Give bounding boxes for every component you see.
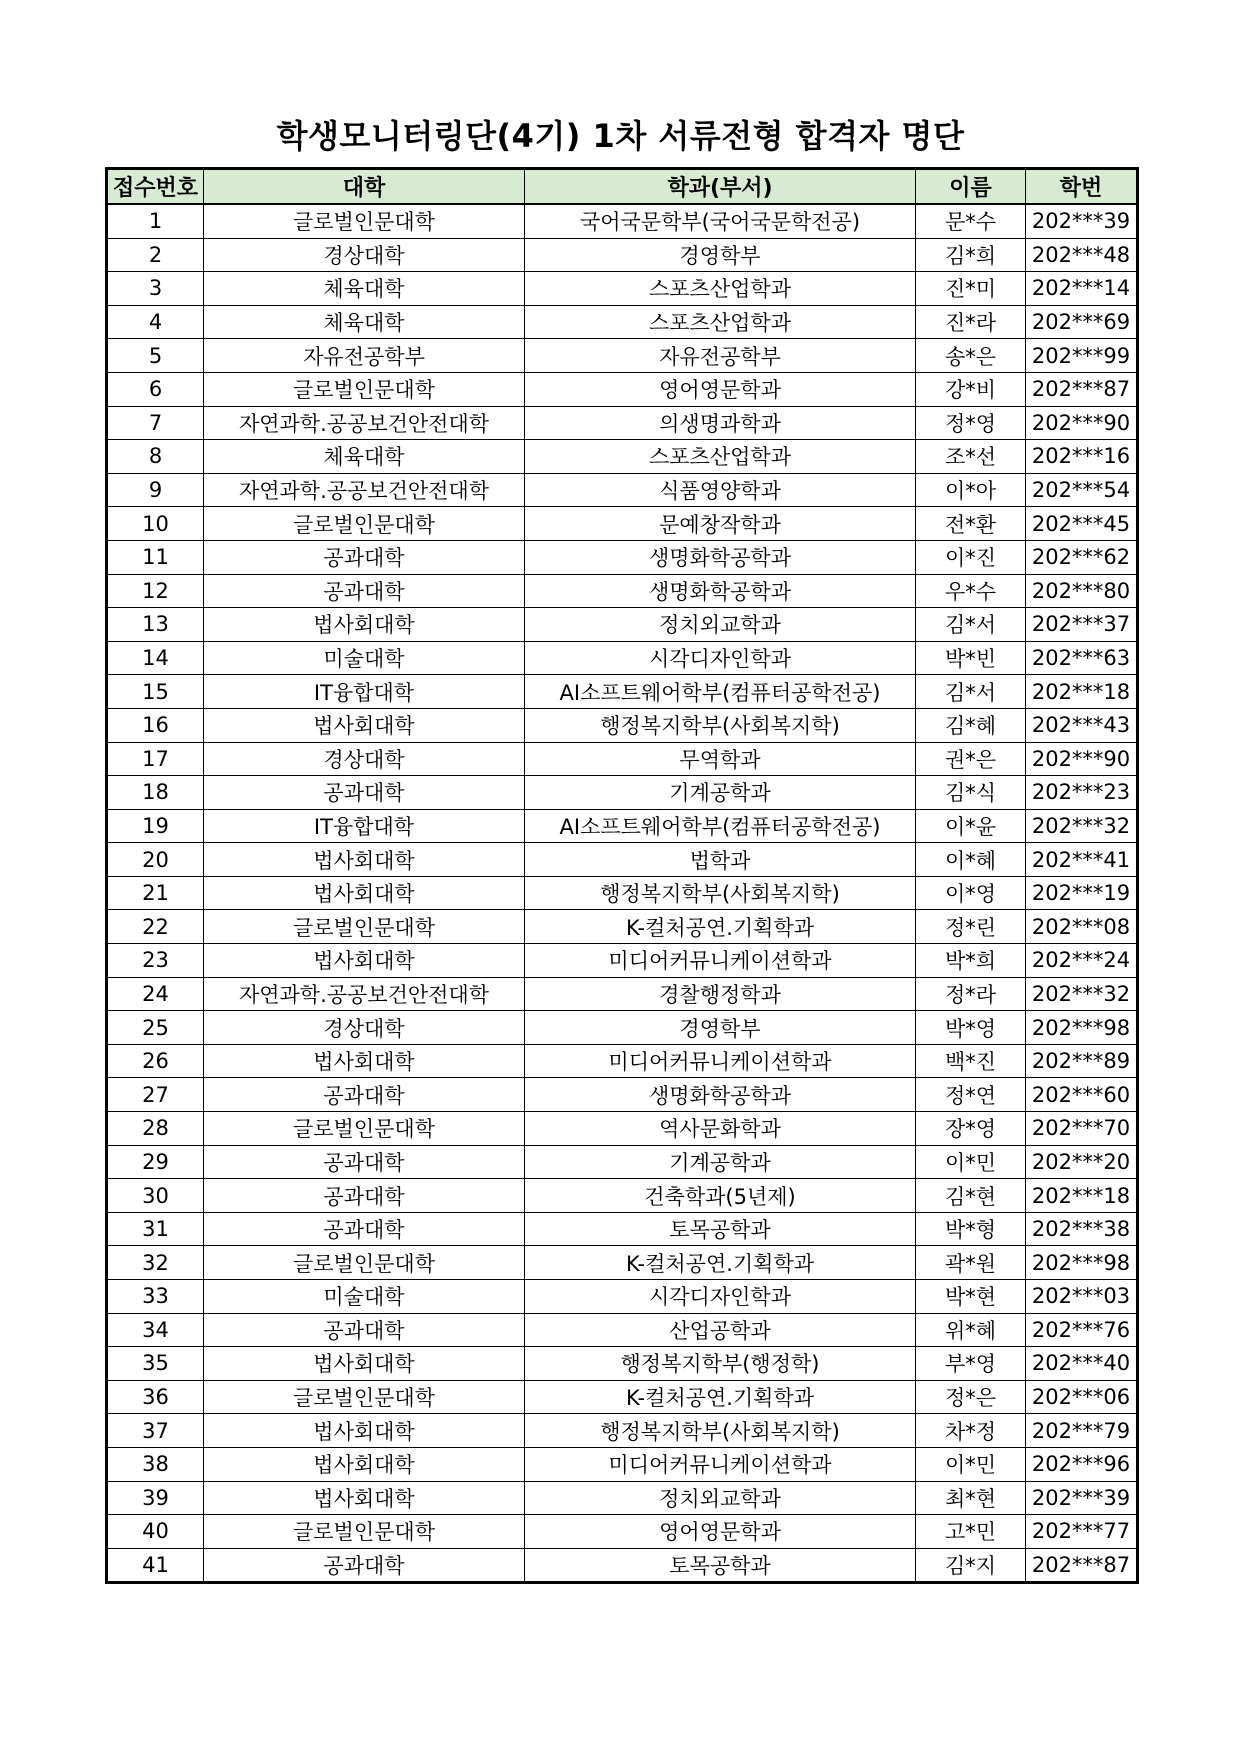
cell-student-id: 202***08 xyxy=(1026,910,1138,944)
cell-application-number: 20 xyxy=(107,843,204,877)
cell-application-number: 12 xyxy=(107,574,204,608)
cell-department: 경영학부 xyxy=(525,1011,916,1045)
table-row xyxy=(107,1548,1138,1583)
cell-department: 역사문화학과 xyxy=(525,1112,916,1146)
cell-department: 생명화학공학과 xyxy=(525,540,916,574)
cell-college: 글로벌인문대학 xyxy=(204,1515,525,1549)
cell-student-id: 202***98 xyxy=(1026,1011,1138,1045)
table-row xyxy=(107,675,1138,709)
cell-name: 곽*원 xyxy=(916,1246,1026,1280)
cell-college: 공과대학 xyxy=(204,1145,525,1179)
cell-application-number: 40 xyxy=(107,1515,204,1549)
cell-name: 장*영 xyxy=(916,1112,1026,1146)
cell-college: 자유전공학부 xyxy=(204,339,525,373)
cell-college: 공과대학 xyxy=(204,1212,525,1246)
cell-student-id: 202***77 xyxy=(1026,1515,1138,1549)
cell-college: 경상대학 xyxy=(204,742,525,776)
cell-college: 글로벌인문대학 xyxy=(204,910,525,944)
table-row xyxy=(107,641,1138,675)
cell-department: 경영학부 xyxy=(525,238,916,272)
table-header-row xyxy=(107,169,1138,205)
cell-student-id: 202***99 xyxy=(1026,339,1138,373)
cell-department: 정치외교학과 xyxy=(525,1481,916,1515)
cell-student-id: 202***60 xyxy=(1026,1078,1138,1112)
cell-name: 정*라 xyxy=(916,977,1026,1011)
cell-department: 스포츠산업학과 xyxy=(525,272,916,306)
cell-application-number: 27 xyxy=(107,1078,204,1112)
cell-application-number: 36 xyxy=(107,1380,204,1414)
table-row xyxy=(107,272,1138,306)
cell-application-number: 24 xyxy=(107,977,204,1011)
cell-application-number: 23 xyxy=(107,944,204,978)
cell-name: 최*현 xyxy=(916,1481,1026,1515)
cell-college: 글로벌인문대학 xyxy=(204,1380,525,1414)
cell-application-number: 21 xyxy=(107,876,204,910)
table-row xyxy=(107,1044,1138,1078)
cell-name: 이*민 xyxy=(916,1145,1026,1179)
cell-student-id: 202***80 xyxy=(1026,574,1138,608)
cell-application-number: 22 xyxy=(107,910,204,944)
table-row xyxy=(107,1212,1138,1246)
cell-college: IT융합대학 xyxy=(204,675,525,709)
cell-department: 행정복지학부(사회복지학) xyxy=(525,1414,916,1448)
cell-student-id: 202***40 xyxy=(1026,1347,1138,1381)
cell-student-id: 202***32 xyxy=(1026,977,1138,1011)
cell-name: 전*환 xyxy=(916,507,1026,541)
table-row xyxy=(107,742,1138,776)
cell-name: 이*진 xyxy=(916,540,1026,574)
cell-college: 경상대학 xyxy=(204,1011,525,1045)
table-row xyxy=(107,977,1138,1011)
page-title: 학생모니터링단(4기) 1차 서류전형 합격자 명단 xyxy=(276,117,965,155)
cell-department: 스포츠산업학과 xyxy=(525,305,916,339)
cell-student-id: 202***03 xyxy=(1026,1280,1138,1314)
cell-department: AI소프트웨어학부(컴퓨터공학전공) xyxy=(525,675,916,709)
cell-application-number: 3 xyxy=(107,272,204,306)
cell-application-number: 14 xyxy=(107,641,204,675)
cell-college: 미술대학 xyxy=(204,1280,525,1314)
cell-department: 생명화학공학과 xyxy=(525,1078,916,1112)
cell-college: 법사회대학 xyxy=(204,1447,525,1481)
cell-application-number: 5 xyxy=(107,339,204,373)
table-row xyxy=(107,204,1138,238)
cell-application-number: 25 xyxy=(107,1011,204,1045)
cell-student-id: 202***39 xyxy=(1026,1481,1138,1515)
cell-department: 법학과 xyxy=(525,843,916,877)
cell-application-number: 10 xyxy=(107,507,204,541)
cell-name: 권*은 xyxy=(916,742,1026,776)
cell-department: 산업공학과 xyxy=(525,1313,916,1347)
cell-department: 국어국문학부(국어국문학전공) xyxy=(525,204,916,238)
cell-department: 행정복지학부(행정학) xyxy=(525,1347,916,1381)
cell-department: 경찰행정학과 xyxy=(525,977,916,1011)
cell-department: 정치외교학과 xyxy=(525,608,916,642)
table-row xyxy=(107,1515,1138,1549)
cell-college: 법사회대학 xyxy=(204,876,525,910)
cell-name: 김*서 xyxy=(916,608,1026,642)
cell-student-id: 202***76 xyxy=(1026,1313,1138,1347)
cell-name: 이*민 xyxy=(916,1447,1026,1481)
table-row xyxy=(107,776,1138,810)
cell-name: 김*지 xyxy=(916,1548,1026,1583)
cell-application-number: 15 xyxy=(107,675,204,709)
cell-department: K-컬처공연.기획학과 xyxy=(525,1246,916,1280)
cell-student-id: 202***39 xyxy=(1026,204,1138,238)
table-row xyxy=(107,1380,1138,1414)
table-row xyxy=(107,574,1138,608)
cell-department: 토목공학과 xyxy=(525,1548,916,1583)
cell-application-number: 41 xyxy=(107,1548,204,1583)
cell-college: 법사회대학 xyxy=(204,843,525,877)
cell-department: K-컬처공연.기획학과 xyxy=(525,910,916,944)
cell-department: 행정복지학부(사회복지학) xyxy=(525,708,916,742)
cell-name: 문*수 xyxy=(916,204,1026,238)
header-application-number: 접수번호 xyxy=(107,169,204,205)
table-row xyxy=(107,944,1138,978)
cell-name: 이*윤 xyxy=(916,809,1026,843)
table-row xyxy=(107,1280,1138,1314)
cell-student-id: 202***96 xyxy=(1026,1447,1138,1481)
cell-application-number: 28 xyxy=(107,1112,204,1146)
cell-college: 자연과학.공공보건안전대학 xyxy=(204,473,525,507)
cell-student-id: 202***87 xyxy=(1026,372,1138,406)
cell-department: 자유전공학부 xyxy=(525,339,916,373)
cell-department: 토목공학과 xyxy=(525,1212,916,1246)
cell-application-number: 31 xyxy=(107,1212,204,1246)
cell-student-id: 202***87 xyxy=(1026,1548,1138,1583)
cell-name: 박*빈 xyxy=(916,641,1026,675)
cell-college: 공과대학 xyxy=(204,1179,525,1213)
cell-name: 이*아 xyxy=(916,473,1026,507)
cell-student-id: 202***38 xyxy=(1026,1212,1138,1246)
cell-application-number: 37 xyxy=(107,1414,204,1448)
table-row xyxy=(107,809,1138,843)
table-row xyxy=(107,1078,1138,1112)
cell-application-number: 33 xyxy=(107,1280,204,1314)
cell-name: 김*식 xyxy=(916,776,1026,810)
cell-name: 조*선 xyxy=(916,440,1026,474)
cell-college: 체육대학 xyxy=(204,440,525,474)
cell-application-number: 19 xyxy=(107,809,204,843)
cell-student-id: 202***19 xyxy=(1026,876,1138,910)
cell-college: 자연과학.공공보건안전대학 xyxy=(204,406,525,440)
cell-department: 미디어커뮤니케이션학과 xyxy=(525,1447,916,1481)
cell-student-id: 202***16 xyxy=(1026,440,1138,474)
cell-department: 생명화학공학과 xyxy=(525,574,916,608)
table-row xyxy=(107,507,1138,541)
table-row xyxy=(107,473,1138,507)
cell-application-number: 30 xyxy=(107,1179,204,1213)
cell-college: 체육대학 xyxy=(204,305,525,339)
cell-student-id: 202***70 xyxy=(1026,1112,1138,1146)
cell-application-number: 32 xyxy=(107,1246,204,1280)
cell-department: 건축학과(5년제) xyxy=(525,1179,916,1213)
table-row xyxy=(107,1347,1138,1381)
cell-student-id: 202***69 xyxy=(1026,305,1138,339)
cell-college: 법사회대학 xyxy=(204,608,525,642)
table-row xyxy=(107,440,1138,474)
header-student-id: 학번 xyxy=(1026,169,1138,205)
cell-college: 법사회대학 xyxy=(204,1347,525,1381)
header-college: 대학 xyxy=(204,169,525,205)
cell-name: 김*희 xyxy=(916,238,1026,272)
cell-college: 미술대학 xyxy=(204,641,525,675)
cell-student-id: 202***79 xyxy=(1026,1414,1138,1448)
cell-name: 박*영 xyxy=(916,1011,1026,1045)
cell-name: 진*미 xyxy=(916,272,1026,306)
table-row xyxy=(107,608,1138,642)
cell-college: 법사회대학 xyxy=(204,1414,525,1448)
cell-college: 글로벌인문대학 xyxy=(204,507,525,541)
cell-application-number: 4 xyxy=(107,305,204,339)
cell-department: 영어영문학과 xyxy=(525,372,916,406)
table-row xyxy=(107,910,1138,944)
cell-application-number: 7 xyxy=(107,406,204,440)
table-row xyxy=(107,1145,1138,1179)
cell-name: 정*린 xyxy=(916,910,1026,944)
cell-application-number: 26 xyxy=(107,1044,204,1078)
cell-application-number: 29 xyxy=(107,1145,204,1179)
cell-department: 문예창작학과 xyxy=(525,507,916,541)
cell-name: 정*연 xyxy=(916,1078,1026,1112)
cell-college: 법사회대학 xyxy=(204,708,525,742)
cell-application-number: 18 xyxy=(107,776,204,810)
cell-college: 경상대학 xyxy=(204,238,525,272)
cell-department: 스포츠산업학과 xyxy=(525,440,916,474)
table-row xyxy=(107,1481,1138,1515)
cell-college: 체육대학 xyxy=(204,272,525,306)
table-row xyxy=(107,708,1138,742)
cell-student-id: 202***37 xyxy=(1026,608,1138,642)
cell-student-id: 202***62 xyxy=(1026,540,1138,574)
cell-name: 김*현 xyxy=(916,1179,1026,1213)
cell-department: K-컬처공연.기획학과 xyxy=(525,1380,916,1414)
cell-college: 법사회대학 xyxy=(204,1044,525,1078)
cell-department: 기계공학과 xyxy=(525,776,916,810)
cell-application-number: 34 xyxy=(107,1313,204,1347)
cell-college: 공과대학 xyxy=(204,574,525,608)
cell-student-id: 202***23 xyxy=(1026,776,1138,810)
cell-name: 박*현 xyxy=(916,1280,1026,1314)
applicant-table xyxy=(105,167,1139,1584)
cell-name: 진*라 xyxy=(916,305,1026,339)
cell-college: 글로벌인문대학 xyxy=(204,1112,525,1146)
cell-application-number: 35 xyxy=(107,1347,204,1381)
table-row xyxy=(107,1112,1138,1146)
cell-application-number: 13 xyxy=(107,608,204,642)
cell-name: 정*은 xyxy=(916,1380,1026,1414)
cell-department: 식품영양학과 xyxy=(525,473,916,507)
cell-application-number: 8 xyxy=(107,440,204,474)
cell-name: 백*진 xyxy=(916,1044,1026,1078)
cell-student-id: 202***41 xyxy=(1026,843,1138,877)
cell-name: 정*영 xyxy=(916,406,1026,440)
cell-name: 박*형 xyxy=(916,1212,1026,1246)
table-row xyxy=(107,1414,1138,1448)
header-name: 이름 xyxy=(916,169,1026,205)
table-row xyxy=(107,1011,1138,1045)
cell-application-number: 16 xyxy=(107,708,204,742)
cell-student-id: 202***63 xyxy=(1026,641,1138,675)
cell-application-number: 1 xyxy=(107,204,204,238)
cell-department: 미디어커뮤니케이션학과 xyxy=(525,1044,916,1078)
cell-name: 우*수 xyxy=(916,574,1026,608)
cell-application-number: 39 xyxy=(107,1481,204,1515)
cell-name: 김*서 xyxy=(916,675,1026,709)
cell-application-number: 6 xyxy=(107,372,204,406)
cell-student-id: 202***90 xyxy=(1026,742,1138,776)
cell-college: 공과대학 xyxy=(204,1313,525,1347)
cell-application-number: 17 xyxy=(107,742,204,776)
cell-college: 공과대학 xyxy=(204,540,525,574)
cell-name: 송*은 xyxy=(916,339,1026,373)
cell-college: 글로벌인문대학 xyxy=(204,1246,525,1280)
cell-name: 부*영 xyxy=(916,1347,1026,1381)
table-row xyxy=(107,540,1138,574)
table-row xyxy=(107,843,1138,877)
table-row xyxy=(107,372,1138,406)
cell-student-id: 202***89 xyxy=(1026,1044,1138,1078)
table-row xyxy=(107,1179,1138,1213)
cell-college: 글로벌인문대학 xyxy=(204,372,525,406)
cell-college: 자연과학.공공보건안전대학 xyxy=(204,977,525,1011)
cell-student-id: 202***18 xyxy=(1026,675,1138,709)
cell-department: 행정복지학부(사회복지학) xyxy=(525,876,916,910)
cell-name: 김*혜 xyxy=(916,708,1026,742)
cell-department: 미디어커뮤니케이션학과 xyxy=(525,944,916,978)
table-row xyxy=(107,1447,1138,1481)
cell-student-id: 202***14 xyxy=(1026,272,1138,306)
cell-college: 공과대학 xyxy=(204,1548,525,1583)
cell-student-id: 202***43 xyxy=(1026,708,1138,742)
cell-application-number: 38 xyxy=(107,1447,204,1481)
cell-student-id: 202***24 xyxy=(1026,944,1138,978)
cell-application-number: 9 xyxy=(107,473,204,507)
cell-college: 공과대학 xyxy=(204,1078,525,1112)
cell-college: IT융합대학 xyxy=(204,809,525,843)
cell-student-id: 202***45 xyxy=(1026,507,1138,541)
cell-name: 고*민 xyxy=(916,1515,1026,1549)
table-row xyxy=(107,339,1138,373)
table-row xyxy=(107,305,1138,339)
table-row xyxy=(107,406,1138,440)
table-row xyxy=(107,1313,1138,1347)
cell-student-id: 202***48 xyxy=(1026,238,1138,272)
cell-college: 법사회대학 xyxy=(204,1481,525,1515)
cell-student-id: 202***90 xyxy=(1026,406,1138,440)
cell-student-id: 202***54 xyxy=(1026,473,1138,507)
cell-application-number: 11 xyxy=(107,540,204,574)
cell-name: 위*혜 xyxy=(916,1313,1026,1347)
cell-student-id: 202***20 xyxy=(1026,1145,1138,1179)
table-row xyxy=(107,1246,1138,1280)
table-body xyxy=(107,204,1138,1583)
cell-name: 박*희 xyxy=(916,944,1026,978)
cell-student-id: 202***32 xyxy=(1026,809,1138,843)
cell-student-id: 202***06 xyxy=(1026,1380,1138,1414)
cell-department: 시각디자인학과 xyxy=(525,1280,916,1314)
cell-student-id: 202***18 xyxy=(1026,1179,1138,1213)
cell-student-id: 202***98 xyxy=(1026,1246,1138,1280)
header-department: 학과(부서) xyxy=(525,169,916,205)
table-row xyxy=(107,876,1138,910)
cell-college: 법사회대학 xyxy=(204,944,525,978)
cell-college: 공과대학 xyxy=(204,776,525,810)
cell-name: 차*정 xyxy=(916,1414,1026,1448)
cell-department: 의생명과학과 xyxy=(525,406,916,440)
cell-department: 무역학과 xyxy=(525,742,916,776)
cell-college: 글로벌인문대학 xyxy=(204,204,525,238)
cell-application-number: 2 xyxy=(107,238,204,272)
cell-department: 기계공학과 xyxy=(525,1145,916,1179)
cell-department: AI소프트웨어학부(컴퓨터공학전공) xyxy=(525,809,916,843)
cell-department: 영어영문학과 xyxy=(525,1515,916,1549)
cell-name: 이*영 xyxy=(916,876,1026,910)
cell-department: 시각디자인학과 xyxy=(525,641,916,675)
cell-name: 강*비 xyxy=(916,372,1026,406)
table-row xyxy=(107,238,1138,272)
cell-name: 이*혜 xyxy=(916,843,1026,877)
